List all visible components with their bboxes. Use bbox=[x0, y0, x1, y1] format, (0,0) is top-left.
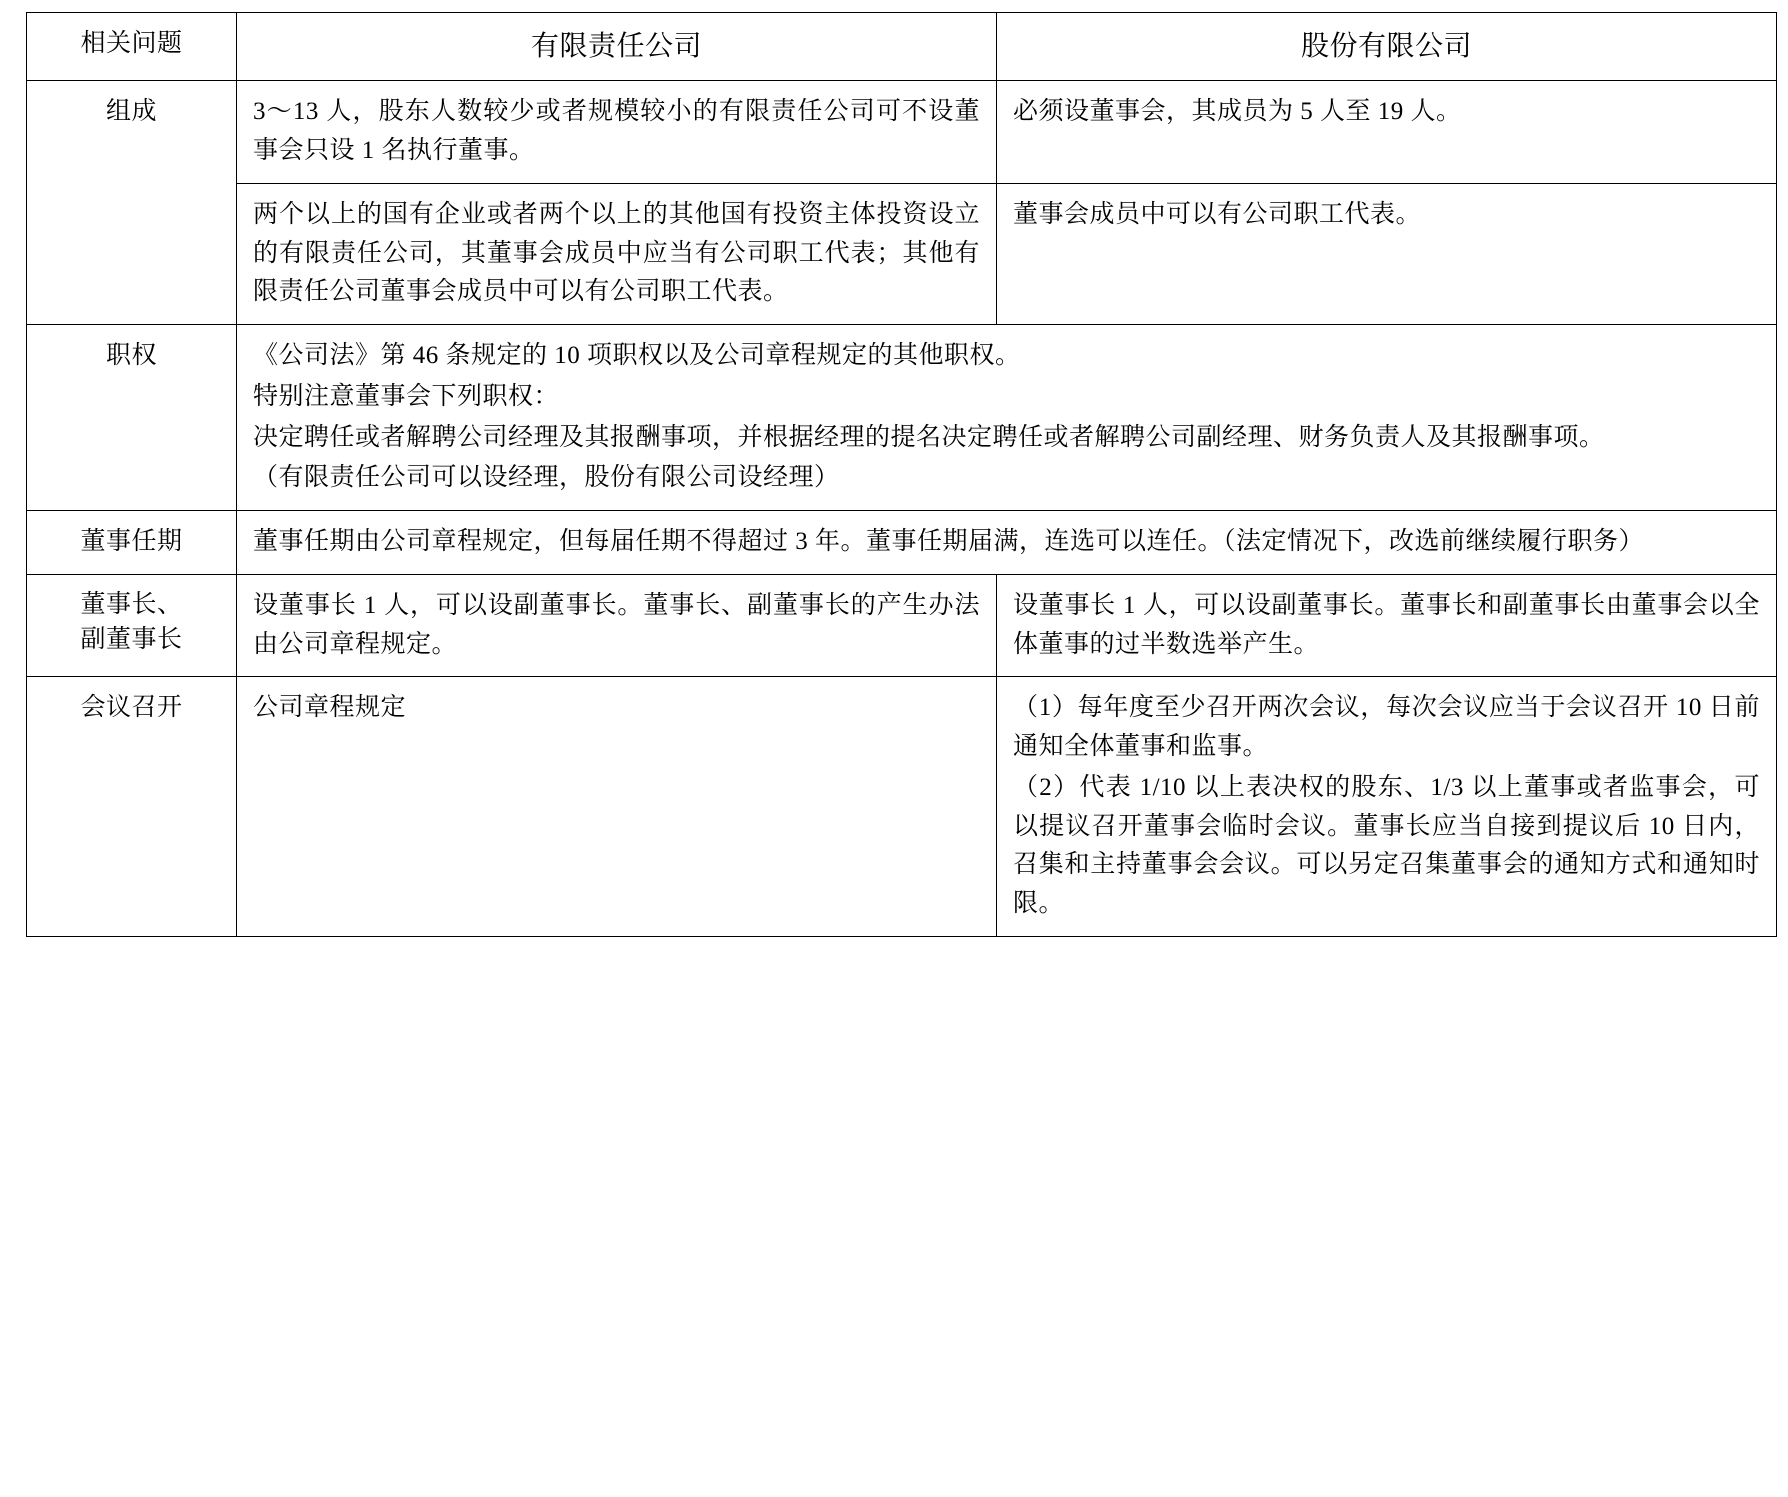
comparison-table bbox=[26, 12, 1777, 937]
header-issue: 相关问题 bbox=[27, 13, 237, 81]
table-row bbox=[27, 325, 1777, 511]
cell-powers bbox=[237, 325, 1777, 511]
cell-chairman-jsc: 设董事长 1 人，可以设副董事长。董事长和副董事长由董事会以全体董事的过半数选举产生。 bbox=[997, 574, 1777, 677]
row-label-chairman-line2: 副董事长 bbox=[80, 625, 183, 653]
meeting-jsc-item-1: （1）每年度至少召开两次会议，每次会议应当于会议召开 10 日前通知全体董事和监事。 bbox=[1013, 694, 1760, 761]
table-row bbox=[27, 511, 1777, 575]
cell-composition-jsc-2: 董事会成员中可以有公司职工代表。 bbox=[997, 183, 1777, 324]
row-label-composition: 组成 bbox=[27, 81, 237, 325]
cell-composition-jsc-1: 必须设董事会，其成员为 5 人至 19 人。 bbox=[997, 81, 1777, 184]
header-jsc: 股份有限公司 bbox=[997, 13, 1777, 81]
cell-composition-llc-2: 两个以上的国有企业或者两个以上的其他国有投资主体投资设立的有限责任公司，其董事会成员中应当有公司职工代表；其他有限责任公司董事会成员中可以有公司职工代表。 bbox=[237, 183, 997, 324]
row-label-term: 董事任期 bbox=[27, 511, 237, 575]
cell-chairman-llc: 设董事长 1 人，可以设副董事长。董事长、副董事长的产生办法由公司章程规定。 bbox=[237, 574, 997, 677]
row-label-powers: 职权 bbox=[27, 325, 237, 511]
table-row bbox=[27, 574, 1777, 677]
table-row bbox=[27, 81, 1777, 184]
powers-line-2: 特别注意董事会下列职权： bbox=[253, 382, 560, 410]
table-header-row bbox=[27, 13, 1777, 81]
cell-term: 董事任期由公司章程规定，但每届任期不得超过 3 年。董事任期届满，连选可以连任。（法定情况下，改选前继续履行职务） bbox=[237, 511, 1777, 575]
powers-line-1: 《公司法》第 46 条规定的 10 项职权以及公司章程规定的其他职权。 bbox=[253, 342, 1021, 370]
row-label-meeting: 会议召开 bbox=[27, 677, 237, 937]
cell-meeting-jsc bbox=[997, 677, 1777, 937]
document-page bbox=[0, 12, 1788, 1497]
table-row bbox=[27, 183, 1777, 324]
header-llc: 有限责任公司 bbox=[237, 13, 997, 81]
row-label-chairman bbox=[27, 574, 237, 677]
powers-line-4: （有限责任公司可以设经理，股份有限公司设经理） bbox=[253, 464, 840, 492]
cell-composition-llc-1: 3～13 人，股东人数较少或者规模较小的有限责任公司可不设董事会只设 1 名执行董事。 bbox=[237, 81, 997, 184]
table-row bbox=[27, 677, 1777, 937]
row-label-chairman-line1: 董事长、 bbox=[80, 590, 183, 618]
meeting-jsc-item-2: （2）代表 1/10 以上表决权的股东、1/3 以上董事或者监事会，可以提议召开董事会临时会议。董事长应当自接到提议后 10 日内，召集和主持董事会会议。可以另定召集董事会的通知方式和通知时限。 bbox=[1013, 773, 1760, 918]
powers-line-3: 决定聘任或者解聘公司经理及其报酬事项，并根据经理的提名决定聘任或者解聘公司副经理、财务负责人及其报酬事项。 bbox=[253, 423, 1605, 451]
cell-meeting-llc: 公司章程规定 bbox=[237, 677, 997, 937]
